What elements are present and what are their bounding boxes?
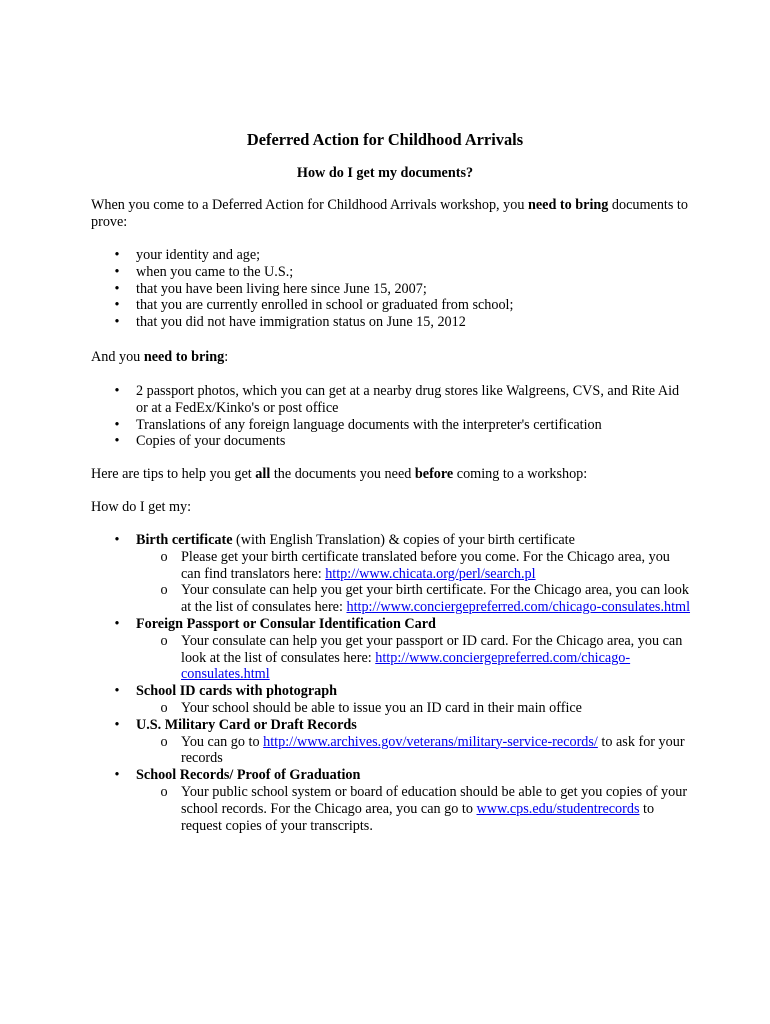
bullet-icon: • — [114, 280, 120, 297]
bullet-icon: • — [114, 767, 120, 784]
list-item — [91, 281, 691, 298]
bring-bold: need to bring — [143, 349, 225, 365]
list-item — [91, 417, 691, 434]
translators-link[interactable]: http://www.chicata.org/perl/search.pl — [325, 565, 536, 582]
sub-item-text: Your consulate can help you get your passport or ID card. For the Chicago area, you can look at the list of consulates here: — [181, 632, 683, 666]
bullet-icon: • — [114, 297, 120, 314]
bullet-icon: • — [114, 314, 120, 331]
bring-text: And you — [91, 349, 144, 365]
sub-list — [136, 549, 691, 616]
bullet-icon: • — [114, 683, 120, 700]
documents-list — [91, 532, 691, 834]
section-heading-rest: (with English Translation) & copies of your birth certificate — [232, 532, 575, 548]
list-item-passport — [91, 616, 691, 683]
tips-bold-before: before — [414, 466, 454, 482]
sub-list — [136, 784, 691, 834]
intro-text: When you come to a Deferred Action for Childhood Arrivals workshop, you — [91, 197, 528, 213]
sub-list-item — [136, 734, 691, 768]
bullet-icon: • — [114, 247, 120, 263]
sub-item-text: Your public school system or board of education should be able to get you copies of your school records. For the Chicago area, you can go to — [181, 783, 688, 817]
sub-item-text: Your consulate can help you get your birth certificate. For the Chicago area, you can look at the list of consulates here: — [181, 582, 689, 616]
tips-text: Here are tips to help you get — [91, 466, 256, 482]
sub-list-item — [136, 549, 691, 583]
list-item-text: 2 passport photos, which you can get at a nearby drug stores like Walgreens, CVS, and Rite Aid or at a FedEx/Kinko's or post office — [136, 383, 680, 416]
list-item-text: that you are currently enrolled in school or graduated from school; — [136, 297, 514, 314]
sub-item-text: Please get your birth certificate translated before you come. For the Chicago area, you can find translators here: — [181, 548, 670, 582]
tips-text-end: coming to a workshop: — [453, 466, 588, 482]
section-heading: U.S. Military Card or Draft Records — [136, 716, 357, 733]
sub-list-item — [136, 784, 691, 834]
list-item — [91, 433, 691, 450]
sub-bullet-icon: o — [160, 733, 168, 750]
sub-item-text: You can go to — [181, 733, 264, 750]
sub-item-text-end: to ask for your records — [181, 733, 685, 767]
list-item-military — [91, 717, 691, 767]
sub-bullet-icon: o — [160, 582, 168, 599]
section-heading: Birth certificate — [136, 532, 233, 548]
sub-bullet-icon: o — [160, 783, 168, 800]
tips-text-mid: the documents you need — [270, 466, 415, 482]
bullet-icon: • — [114, 263, 120, 280]
document-title: Deferred Action for Childhood Arrivals — [246, 130, 524, 149]
how-line: How do I get my: — [91, 499, 192, 515]
sub-list-item — [136, 700, 691, 717]
sub-bullet-icon: o — [160, 699, 168, 716]
list-item — [91, 314, 691, 331]
sub-list-item — [136, 633, 691, 683]
tips-bold-all: all — [255, 466, 271, 482]
intro-paragraph — [91, 197, 691, 231]
list-item-text: Copies of your documents — [136, 433, 286, 450]
document-subtitle: How do I get my documents? — [296, 165, 474, 181]
prove-list — [91, 247, 691, 331]
list-item — [91, 383, 691, 417]
list-item-text: that you did not have immigration status on June 15, 2012 — [136, 314, 466, 331]
sub-bullet-icon: o — [160, 632, 168, 649]
sub-item-text-end: to request copies of your transcripts. — [181, 800, 655, 834]
list-item — [91, 247, 691, 264]
sub-bullet-icon: o — [160, 548, 168, 565]
bring-text-end: : — [224, 349, 229, 365]
list-item-birth-certificate — [91, 532, 691, 616]
sub-list — [136, 700, 691, 717]
bullet-icon: • — [114, 416, 120, 433]
list-item — [91, 264, 691, 281]
list-item-school-id — [91, 683, 691, 717]
section-heading: Foreign Passport or Consular Identification Card — [136, 615, 436, 632]
list-item-text: when you came to the U.S.; — [136, 263, 294, 280]
tips-paragraph — [91, 466, 691, 483]
consulates-link[interactable]: http://www.conciergepreferred.com/chicago-consulates.html — [181, 649, 631, 683]
list-item-text: that you have been living here since June 15, 2007; — [136, 280, 427, 297]
section-heading: School Records/ Proof of Graduation — [136, 767, 361, 784]
bullet-icon: • — [114, 383, 120, 399]
consulates-link[interactable]: http://www.conciergepreferred.com/chicago-consulates.html — [346, 599, 691, 616]
sub-item-text: Your school should be able to issue you an ID card in their main office — [181, 699, 582, 716]
list-item-school-records — [91, 767, 691, 834]
list-item — [91, 297, 691, 314]
intro-text-end: documents to prove: — [91, 197, 688, 230]
bullet-icon: • — [114, 532, 120, 548]
bullet-icon: • — [114, 615, 120, 632]
archives-link[interactable]: http://www.archives.gov/veterans/military-service-records/ — [263, 733, 598, 750]
cps-records-link[interactable]: www.cps.edu/studentrecords — [476, 800, 640, 817]
intro-bold: need to bring — [527, 197, 609, 213]
bullet-icon: • — [114, 433, 120, 450]
sub-list — [136, 734, 691, 768]
bring-paragraph — [91, 349, 691, 366]
list-item-text: Translations of any foreign language documents with the interpreter's certification — [136, 416, 602, 433]
section-heading: School ID cards with photograph — [136, 683, 338, 700]
bring-list — [91, 383, 691, 450]
bullet-icon: • — [114, 716, 120, 733]
list-item-text: your identity and age; — [136, 247, 261, 263]
sub-list-item — [136, 582, 691, 616]
sub-list — [136, 633, 691, 683]
